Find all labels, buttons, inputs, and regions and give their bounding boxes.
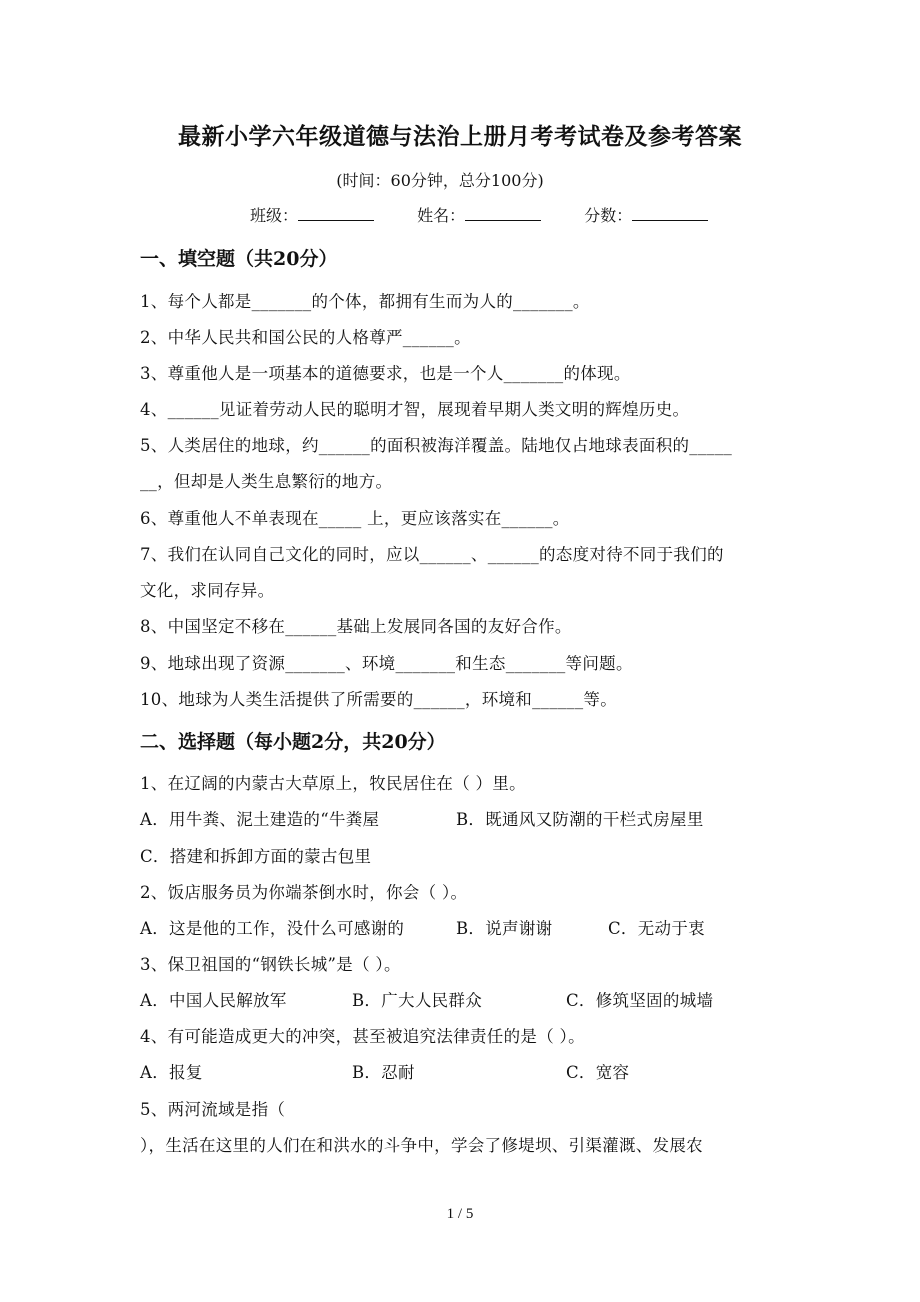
question-line: 文化，求同存异。	[140, 581, 275, 600]
option-a[interactable]: A．报复	[140, 1063, 203, 1082]
question-4-options	[140, 1059, 629, 1083]
name-label: 姓名：	[417, 206, 466, 225]
question-1-options	[140, 806, 704, 830]
name-blank[interactable]	[465, 206, 541, 221]
question-5: 5、两河流域是指（	[140, 1100, 286, 1119]
question-line: 9、地球出现了资源_______、环境_______和生态_______等问题。	[140, 654, 633, 673]
option-c[interactable]: C．修筑坚固的城墙	[566, 991, 714, 1010]
question-line: 7、我们在认同自己文化的同时，应以______、______的态度对待不同于我们的	[140, 545, 724, 564]
option-b[interactable]: B．说声谢谢	[456, 919, 553, 938]
question-2-options	[140, 915, 705, 939]
question-line: 5、人类居住的地球，约______的面积被海洋覆盖。陆地仅占地球表面积的_____	[140, 436, 733, 455]
question-1: 1、在辽阔的内蒙古大草原上，牧民居住在（ ）里。	[140, 774, 526, 793]
option-a[interactable]: A．这是他的工作，没什么可感谢的	[140, 919, 405, 938]
page-title: 最新小学六年级道德与法治上册月考考试卷及参考答案	[178, 123, 742, 150]
student-info-line	[250, 203, 708, 226]
option-a[interactable]: A．用牛粪、泥土建造的“牛粪屋	[140, 810, 380, 829]
class-field	[250, 203, 374, 226]
section-fill-blank-heading: 一、填空题（共20分）	[140, 248, 338, 270]
score-field	[584, 203, 708, 226]
option-c[interactable]: C．宽容	[566, 1063, 630, 1082]
question-line: __，但却是人类生息繁衍的地方。	[140, 472, 393, 491]
option-c[interactable]: C．搭建和拆卸方面的蒙古包里	[140, 847, 372, 866]
score-label: 分数：	[584, 206, 633, 225]
question-line: 8、中国坚定不移在______基础上发展同各国的友好合作。	[140, 617, 572, 636]
name-field	[417, 203, 541, 226]
question-line: 1、每个人都是_______的个体，都拥有生而为人的_______。	[140, 292, 590, 311]
question-line: 6、尊重他人不单表现在_____ 上，更应该落实在______。	[140, 509, 570, 528]
question-3: 3、保卫祖国的“钢铁长城”是（ ）。	[140, 955, 401, 974]
option-b[interactable]: B．忍耐	[352, 1063, 415, 1082]
question-line: 10、地球为人类生活提供了所需要的______，环境和______等。	[140, 690, 617, 709]
option-c[interactable]: C．无动于衷	[608, 919, 705, 938]
question-line: 4、______见证着劳动人民的聪明才智，展现着早期人类文明的辉煌历史。	[140, 400, 690, 419]
question-5-continued: ），生活在这里的人们在和洪水的斗争中，学会了修堤坝、引渠灌溉、发展农	[140, 1136, 703, 1155]
score-blank[interactable]	[632, 206, 708, 221]
question-line: 2、中华人民共和国公民的人格尊严______。	[140, 328, 471, 347]
option-b[interactable]: B．广大人民群众	[352, 991, 483, 1010]
class-label: 班级：	[250, 206, 299, 225]
question-2: 2、饭店服务员为你端茶倒水时，你会（ ）。	[140, 883, 468, 902]
question-3-options	[140, 987, 713, 1011]
question-line: 3、尊重他人是一项基本的道德要求，也是一个人_______的体现。	[140, 364, 631, 383]
section-choice-heading: 二、选择题（每小题2分，共20分）	[140, 731, 446, 753]
option-b[interactable]: B．既通风又防潮的干栏式房屋里	[456, 810, 704, 829]
page-number: 1 / 5	[446, 1206, 474, 1222]
option-a[interactable]: A．中国人民解放军	[140, 991, 287, 1010]
question-4: 4、有可能造成更大的冲突，甚至被追究法律责任的是（ ）。	[140, 1027, 585, 1046]
class-blank[interactable]	[298, 206, 374, 221]
exam-time-info: (时间：60分钟，总分100分)	[336, 171, 544, 190]
